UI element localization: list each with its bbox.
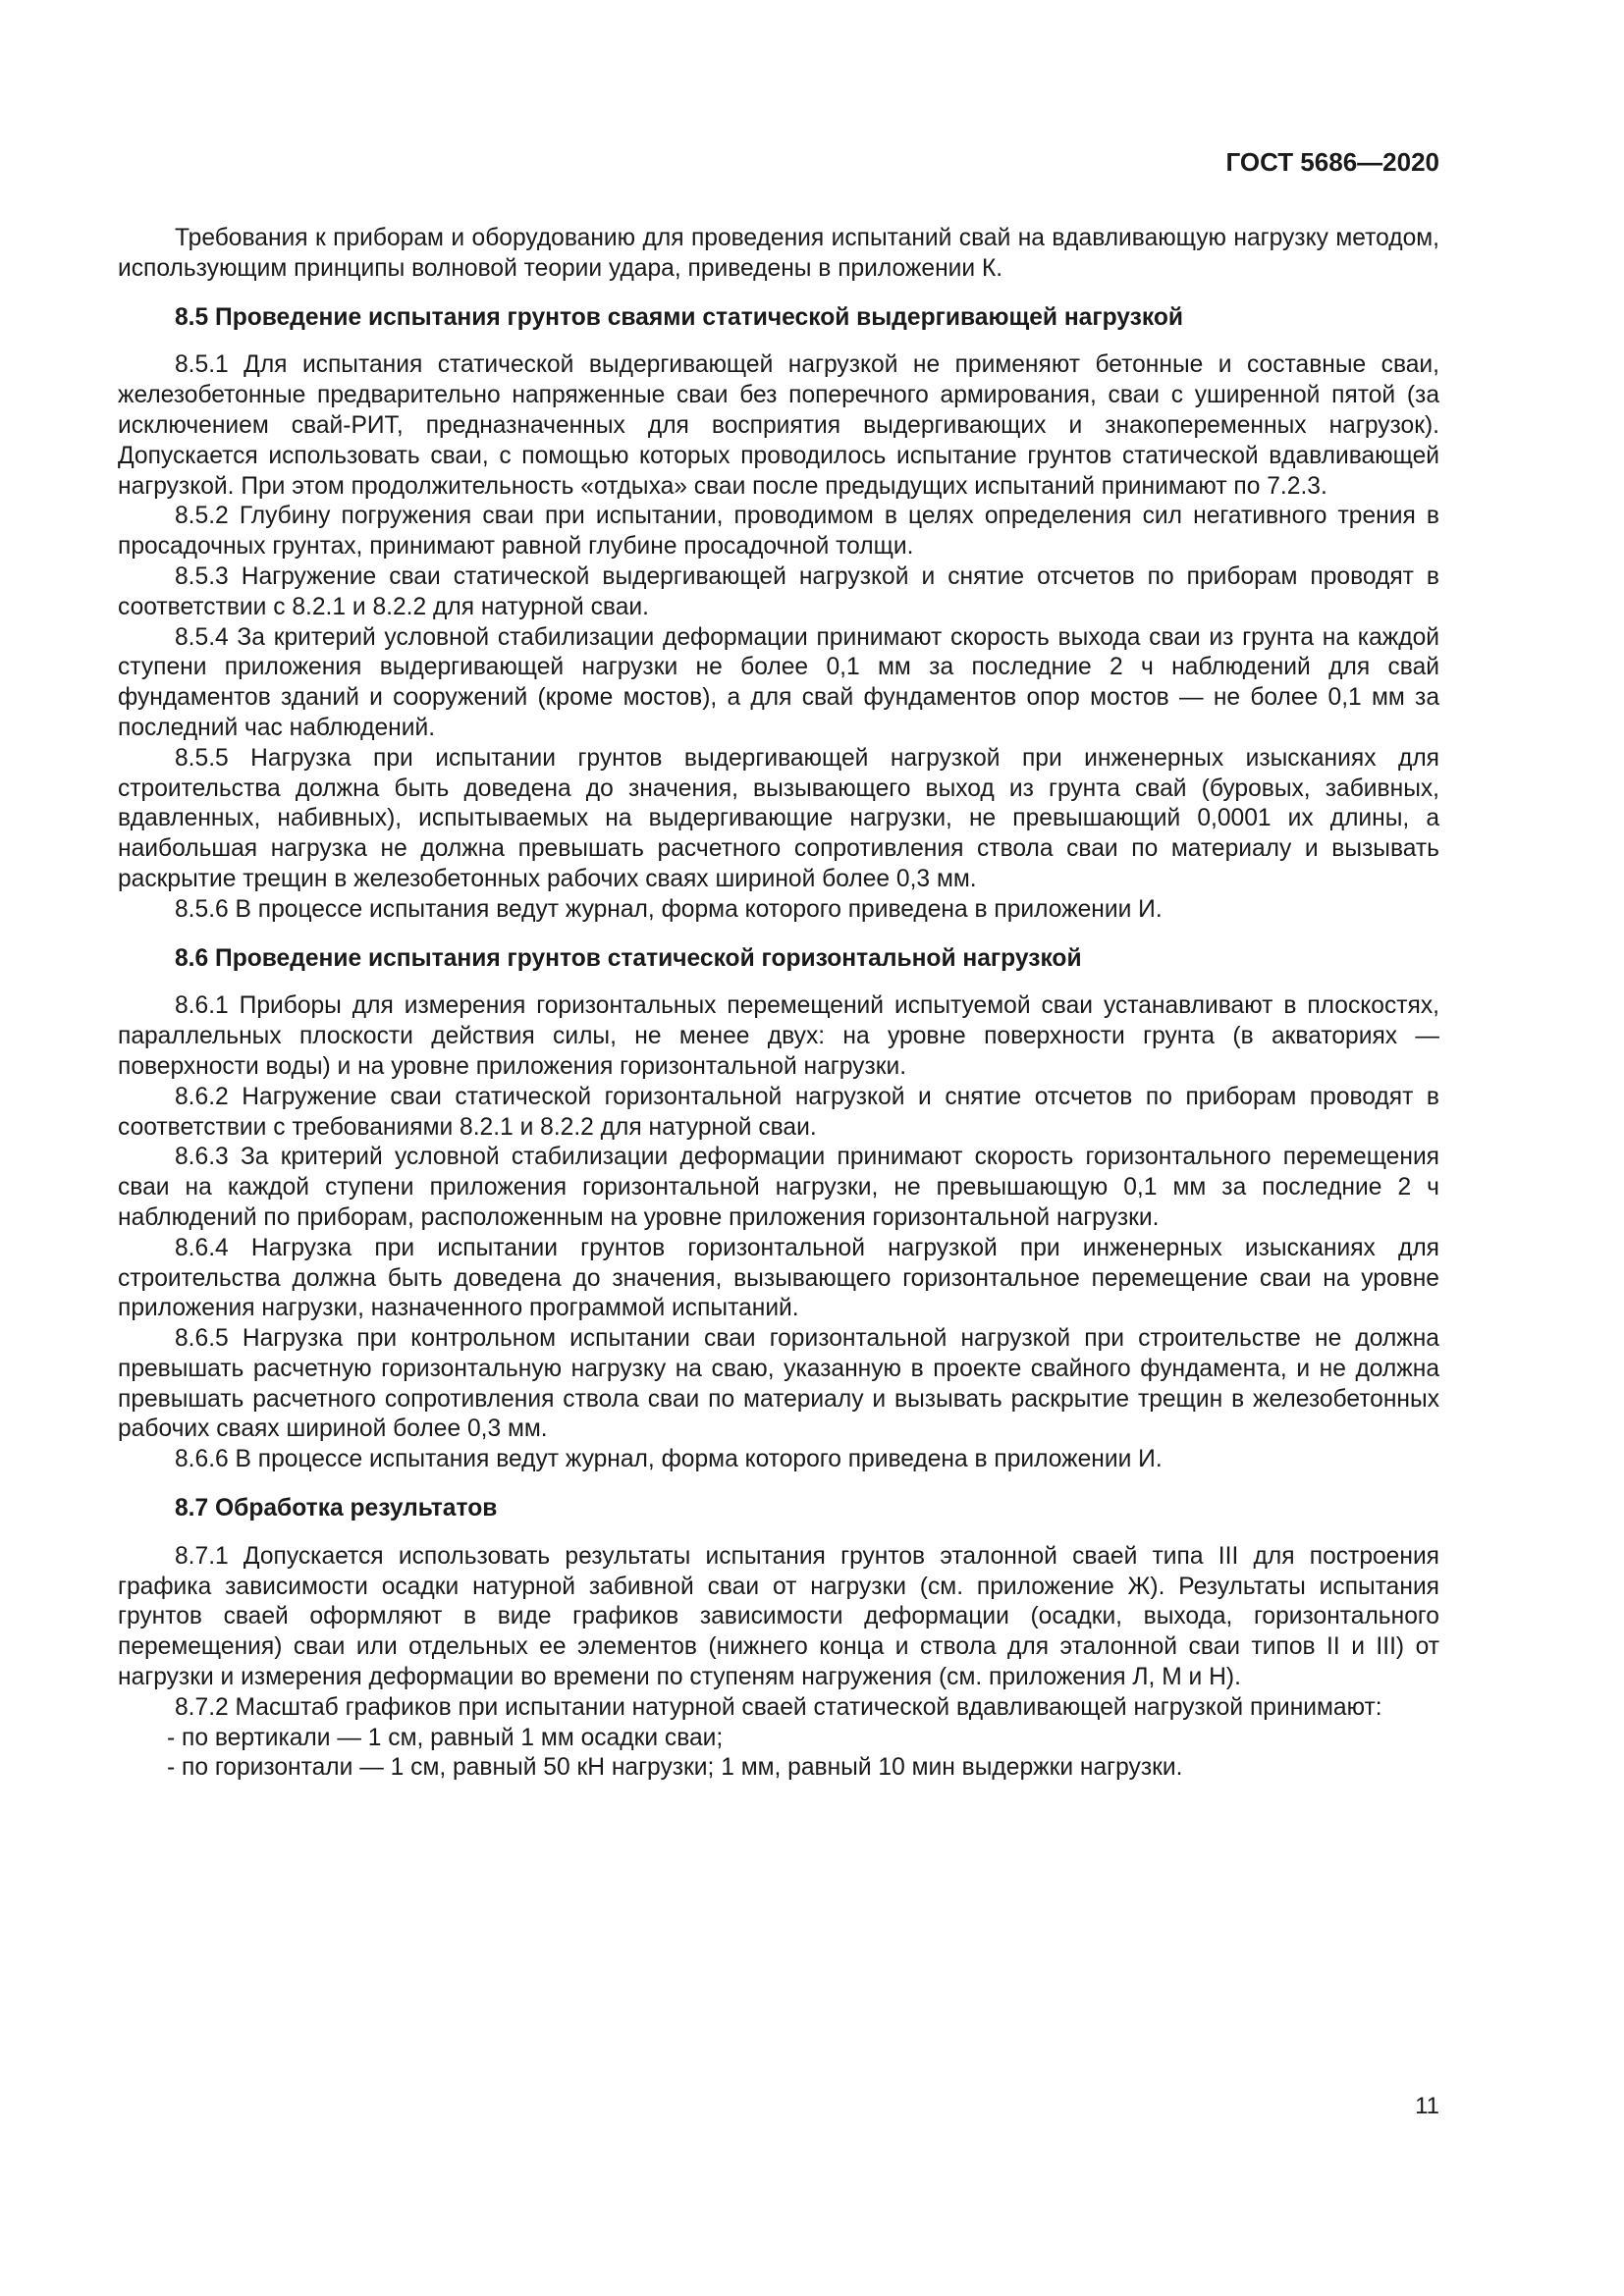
paragraph-8-6-3: 8.6.3 За критерий условной стабилизации деформации принимают скорость горизонтального перемещения сваи на каждой ступени приложения горизонтальной нагрузки, не превышающую 0,1 мм за последние 2 ч наблюдений по приборам, расположенным на уровне приложения горизонтальной нагрузки. [118,1144,1439,1231]
paragraph-8-5-6: 8.5.6 В процессе испытания ведут журнал, форма которого приведена в приложении И. [175,895,1163,923]
paragraph-8-6-5: 8.6.5 Нагрузка при контрольном испытании сваи горизонтальной нагрузкой при строительстве не должна превышать расчетную горизонтальную нагрузку на сваю, указанную в проекте свайного фундамента, и не должна превышать расчетного сопротивления ствола сваи по материалу и вызывать раскрытие трещин в железобетонных рабочих сваях шириной более 0,3 мм. [118,1325,1439,1443]
section-8-5-title: 8.5 Проведение испытания грунтов сваями статической выдергивающей нагрузкой [175,303,1184,331]
document-body [118,224,1439,1784]
paragraph-8-5-3: 8.5.3 Нагружение сваи статической выдергивающей нагрузкой и снятие отсчетов по приборам проводят в соответствии с 8.2.1 и 8.2.2 для натурной сваи. [118,562,1439,620]
paragraph-8-5-4: 8.5.4 За критерий условной стабилизации деформации принимают скорость выхода сваи из грунта на каждой ступени приложения выдергивающей нагрузки не более 0,1 мм за последние 2 ч наблюдений для свай фундаментов зданий и сооружений (кроме мостов), а для свай фундаментов опор мостов — не более 0,1 мм за последний час наблюдений. [118,623,1439,741]
paragraph-8-6-6: 8.6.6 В процессе испытания ведут журнал, форма которого приведена в приложении И. [175,1446,1163,1473]
paragraph-8-6-2: 8.6.2 Нагружение сваи статической горизонтальной нагрузкой и снятие отсчетов по приборам проводят в соответствии с требованиями 8.2.1 и 8.2.2 для натурной сваи. [118,1083,1439,1141]
list-item: - по вертикали — 1 см, равный 1 мм осадки сваи; [167,1724,724,1751]
paragraph-8-6-1: 8.6.1 Приборы для измерения горизонтальных перемещений испытуемой сваи устанавливают в плоскостях, параллельных плоскости действия силы, не менее двух: на уровне поверхности грунта (в акваториях — поверхности воды) и на уровне приложения горизонтальной нагрузки. [118,992,1439,1080]
section-8-6-title: 8.6 Проведение испытания грунтов статической горизонтальной нагрузкой [175,944,1082,972]
paragraph-8-7-1: 8.7.1 Допускается использовать результаты испытания грунтов эталонной сваей типа III для построения графика зависимости осадки натурной забивной сваи от нагрузки (см. приложение Ж). Результаты испытания грунтов сваей оформляют в виде графиков зависимости деформации (осадки, выхода, горизонтального перемещения) сваи или отдельных ее элементов (нижнего конца и ствола для эталонной сваи типов II и III) от нагрузки и измерения деформации во времени по ступеням нагружения (см. приложения Л, М и Н). [118,1542,1439,1691]
paragraph-8-5-1: 8.5.1 Для испытания статической выдергивающей нагрузкой не применяют бетонные и составные сваи, железобетонные предварительно напряженные сваи без поперечного армирования, сваи с уширенной пятой (за исключением свай-РИТ, предназначенных для восприятия выдергивающих и знакопеременных нагрузок). Допускается использовать сваи, с помощью которых проводилось испытание грунтов статической вдавливающей нагрузкой. При этом продолжительность «отдыха» сваи после предыдущих испытаний принимают по 7.2.3. [118,351,1439,500]
paragraph-8-7-2: 8.7.2 Масштаб графиков при испытании натурной сваей статической вдавливающей нагрузкой принимают: [175,1693,1382,1721]
paragraph-8-5-2: 8.5.2 Глубину погружения сваи при испытании, проводимом в целях определения сил негативного трения в просадочных грунтах, принимают равной глубине просадочной толщи. [118,503,1439,561]
paragraph-8-5-5: 8.5.5 Нагрузка при испытании грунтов выдергивающей нагрузкой при инженерных изысканиях для строительства должна быть доведена до значения, вызывающего выход из грунта свай (буровых, забивных, вдавленных, набивных), испытываемых на выдергивающие нагрузки, не превышающий 0,0001 их длины, а наибольшая нагрузка не должна превышать расчетного сопротивления ствола сваи по материалу и вызывать раскрытие трещин в железобетонных рабочих сваях шириной более 0,3 мм. [118,744,1439,892]
document-code: ГОСТ 5686—2020 [1225,147,1439,177]
scale-list [118,1724,1439,1785]
intro-paragraph: Требования к приборам и оборудованию для проведения испытаний свай на вдавливающую нагрузку методом, использующим принципы волновой теории удара, приведены в приложении К. [118,225,1439,282]
list-item: - по горизонтали — 1 см, равный 50 кН нагрузки; 1 мм, равный 10 мин выдержки нагрузки. [167,1754,1183,1782]
page-number: 11 [1415,2093,1439,2119]
paragraph-8-6-4: 8.6.4 Нагрузка при испытании грунтов горизонтальной нагрузкой при инженерных изысканиях для строительства должна быть доведена до значения, вызывающего горизонтальное перемещение сваи на уровне приложения нагрузки, назначенного программой испытаний. [118,1234,1439,1322]
section-8-7-title: 8.7 Обработка результатов [175,1495,498,1522]
